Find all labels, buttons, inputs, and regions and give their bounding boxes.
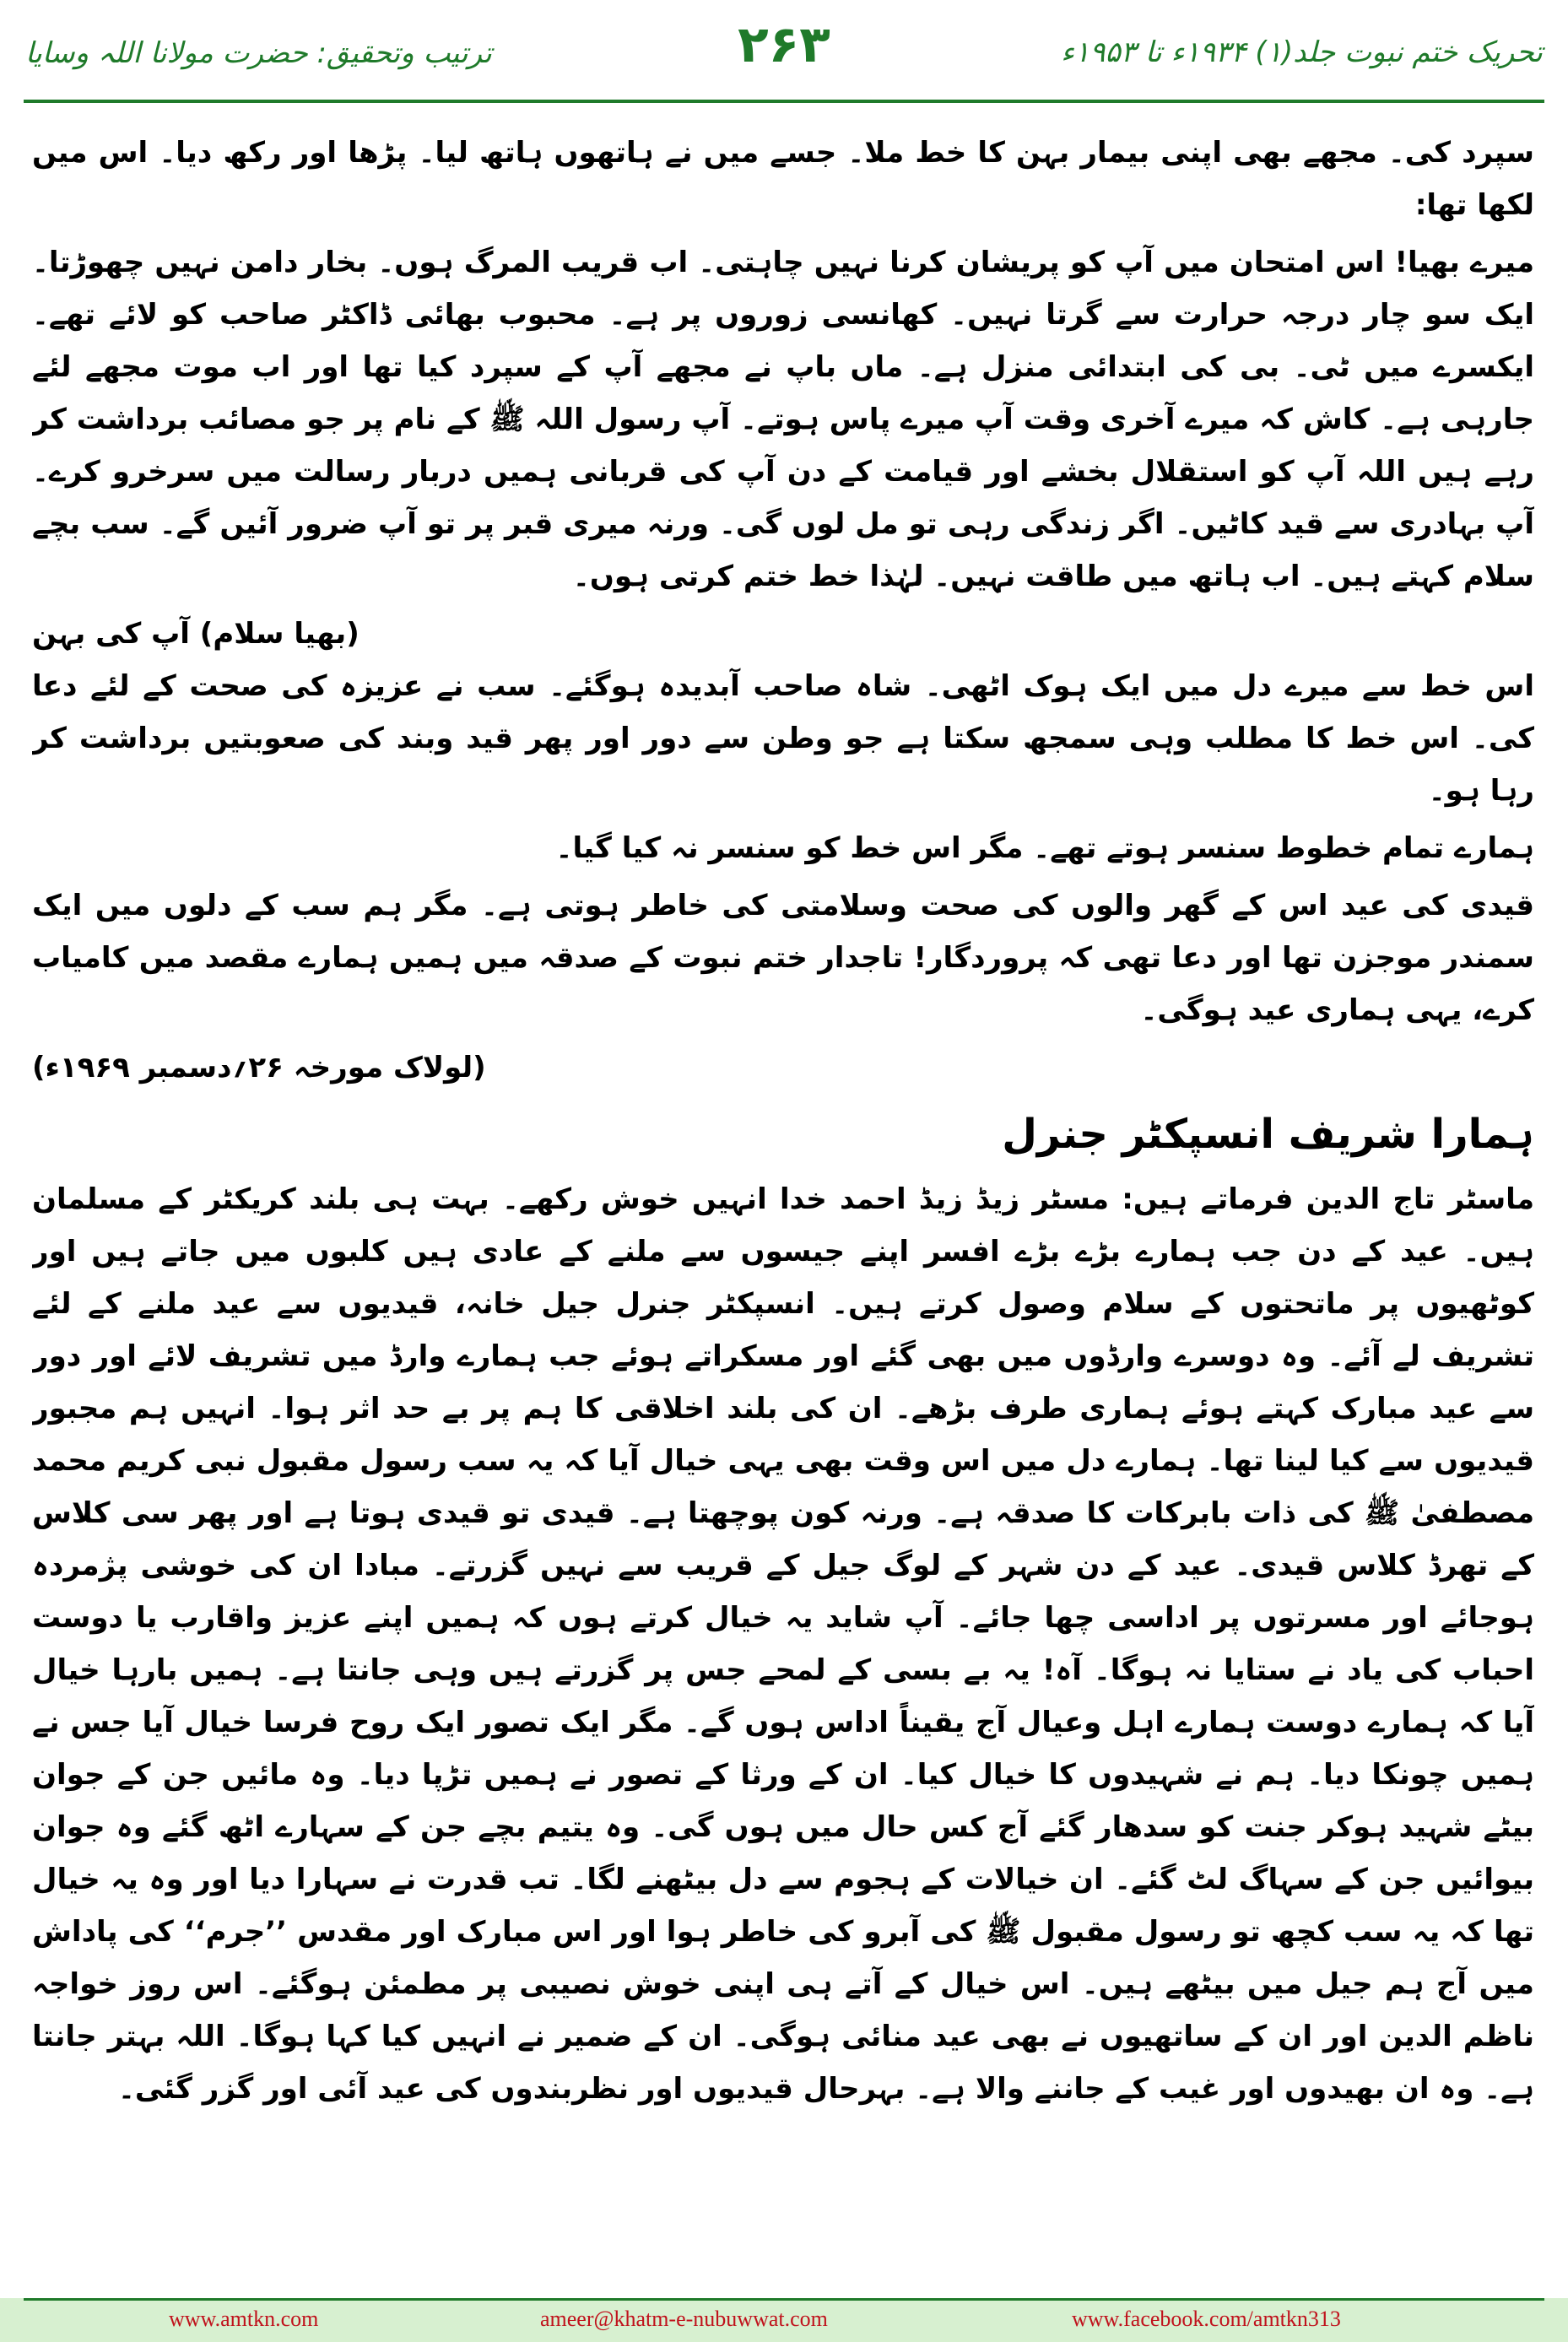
page-number: ۲۶۳ [738,15,830,74]
footer-divider [24,2298,1544,2301]
page-footer [0,2298,1568,2342]
citation: (لولاک مورخہ ۲۶؍دسمبر ۱۹۶۹ء) [32,1051,486,1084]
paragraph-reaction: اس خط سے میرے دل میں ایک ہوک اٹھی۔ شاہ صاحب آبدیدہ ہوگئے۔ سب نے عزیزہ کی صحت کے لئے دعا کی۔ اس خط کا مطلب وہی سمجھ سکتا ہے جو وطن سے دور اور پھر قید وبند کی صعوبتیں برداشت کر رہا ہو۔ [32,669,1534,808]
letter-signoff: (بھیا سلام) آپ کی بہن [32,617,360,651]
paragraph-censor: ہمارے تمام خطوط سنسر ہوتے تھے۔ مگر اس خط کو سنسر نہ کیا گیا۔ [555,831,1534,865]
page-body [32,127,1534,2283]
header-divider [24,100,1544,103]
citation-line [32,1041,1534,1094]
section-heading: ہمارا شریف انسپکٹر جنرل [1002,1111,1534,1158]
compiler-credit: ترتیب وتحقیق: حضرت مولانا اللہ وسایا [25,36,492,70]
paragraph-intro: سپرد کی۔ مجھے بھی اپنی بیمار بہن کا خط ملا۔ جسے میں نے ہاتھوں ہاتھ لیا۔ پڑھا اور رکھ دیا۔ اس میں لکھا تھا: [32,136,1534,222]
page-header [0,0,1568,118]
website-link[interactable]: www.amtkn.com [169,2307,319,2331]
book-title: تحریک ختم نبوت جلد(۱) ۱۹۳۴ء تا ۱۹۵۳ء [1061,35,1543,69]
facebook-link[interactable]: www.facebook.com/amtkn313 [1072,2307,1341,2331]
email-link[interactable]: ameer@khatm-e-nubuwwat.com [540,2307,828,2331]
paragraph-eid: قیدی کی عید اس کے گھر والوں کی صحت وسلامتی کی خاطر ہوتی ہے۔ مگر ہم سب کے دلوں میں ایک سمندر موجزن تھا اور دعا تھی کہ پروردگار! تاجدار ختم نبوت کے صدقہ میں ہمیں ہمارے مقصد میں کامیاب کرے، یہی ہماری عید ہوگی۔ [32,889,1534,1027]
paragraph-letter: میرے بھیا! اس امتحان میں آپ کو پریشان کرنا نہیں چاہتی۔ اب قریب المرگ ہوں۔ بخار دامن نہیں چھوڑتا۔ ایک سو چار درجہ حرارت سے گرتا نہیں۔ کھانسی زوروں پر ہے۔ محبوب بھائی ڈاکٹر صاحب کو لائے تھے۔ ایکسرے میں ٹی۔ بی کی ابتدائی منزل ہے۔ ماں باپ نے مجھے آپ کے سپرد کیا تھا اور اب موت مجھے لئے جارہی ہے۔ کاش کہ میرے آخری وقت آپ میرے پاس ہوتے۔ آپ رسول اللہ ﷺ کے نام پر جو مصائب برداشت کر رہے ہیں اللہ آپ کو استقلال بخشے اور قیامت کے دن آپ کی قربانی ہمیں دربار رسالت میں سرخرو کرے۔ آپ بہادری سے قید کاٹیں۔ اگر زندگی رہی تو مل لوں گی۔ ورنہ میری قبر پر تو آپ ضرور آئیں گے۔ سب بچے سلام کہتے ہیں۔ اب ہاتھ میں طاقت نہیں۔ لہٰذا خط ختم کرتی ہوں۔ [32,246,1534,593]
letter-signoff-line [32,608,1534,660]
paragraph-inspector: ماسٹر تاج الدین فرماتے ہیں: مسٹر زیڈ زیڈ احمد خدا انہیں خوش رکھے۔ بہت ہی بلند کریکٹر کے مسلمان ہیں۔ عید کے دن جب ہمارے بڑے بڑے افسر اپنے جیسوں سے ملنے کے عادی ہیں کلبوں میں جاتے ہیں اور کوٹھیوں پر ماتحتوں کے سلام وصول کرتے ہیں۔ انسپکٹر جنرل جیل خانہ، قیدیوں سے عید ملنے کے لئے تشریف لے آئے۔ وہ دوسرے وارڈوں میں بھی گئے اور مسکراتے ہوئے جب ہمارے وارڈ میں تشریف لائے اور دور سے عید مبارک کہتے ہوئے ہماری طرف بڑھے۔ ان کی بلند اخلاقی کا ہم پر بے حد اثر ہوا۔ انہیں ہم مجبور قیدیوں سے کیا لینا تھا۔ ہمارے دل میں اس وقت بھی یہی خیال آیا کہ یہ سب رسول مقبول نبی کریم محمد مصطفیٰ ﷺ کی ذات بابرکات کا صدقہ ہے۔ ورنہ کون پوچھتا ہے۔ قیدی تو قیدی ہوتا ہے اور پھر سی کلاس کے تھرڈ کلاس قیدی۔ عید کے دن شہر کے لوگ جیل کے قریب سے نہیں گزرتے۔ مبادا ان کی خوشی پژمردہ ہوجائے اور مسرتوں پر اداسی چھا جائے۔ آپ شاید یہ خیال کرتے ہوں کہ ہمیں اپنے عزیز واقارب یا دوست احباب کی یاد نے ستایا نہ ہوگا۔ آہ! یہ بے بسی کے لمحے جس پر گزرتے ہیں وہی جانتا ہے۔ ہمیں بارہا خیال آیا کہ ہمارے دوست ہمارے اہل وعیال آج یقیناً اداس ہوں گے۔ مگر ایک تصور ایک روح فرسا خیال آیا جس نے ہمیں چونکا دیا۔ ہم نے شہیدوں کا خیال کیا۔ ان کے ورثا کے تصور نے ہمیں تڑپا دیا۔ وہ مائیں جن کے جوان بیٹے شہید ہوکر جنت کو سدھار گئے آج کس حال میں ہوں گی۔ وہ یتیم بچے جن کے سہارے اٹھ گئے وہ جوان بیوائیں جن کے سہاگ لٹ گئے۔ ان خیالات کے ہجوم سے دل بیٹھنے لگا۔ تب قدرت نے سہارا دیا اور وہ یہ خیال تھا کہ یہ سب کچھ تو رسول مقبول ﷺ کی آبرو کی خاطر ہوا اور اس مبارک اور مقدس ’’جرم‘‘ کی پاداش میں آج ہم جیل میں بیٹھے ہیں۔ اس خیال کے آتے ہی اپنی خوش نصیبی پر مطمئن ہوگئے۔ اس روز خواجہ ناظم الدین اور ان کے ساتھیوں نے بھی عید منائی ہوگی۔ ان کے ضمیر نے انہیں کیا کہا ہوگا۔ اللہ بہتر جانتا ہے۔ وہ ان بھیدوں اور غیب کے جاننے والا ہے۔ بہرحال قیدیوں اور نظربندوں کی عید آئی اور گزر گئی۔ [32,1182,1534,2106]
